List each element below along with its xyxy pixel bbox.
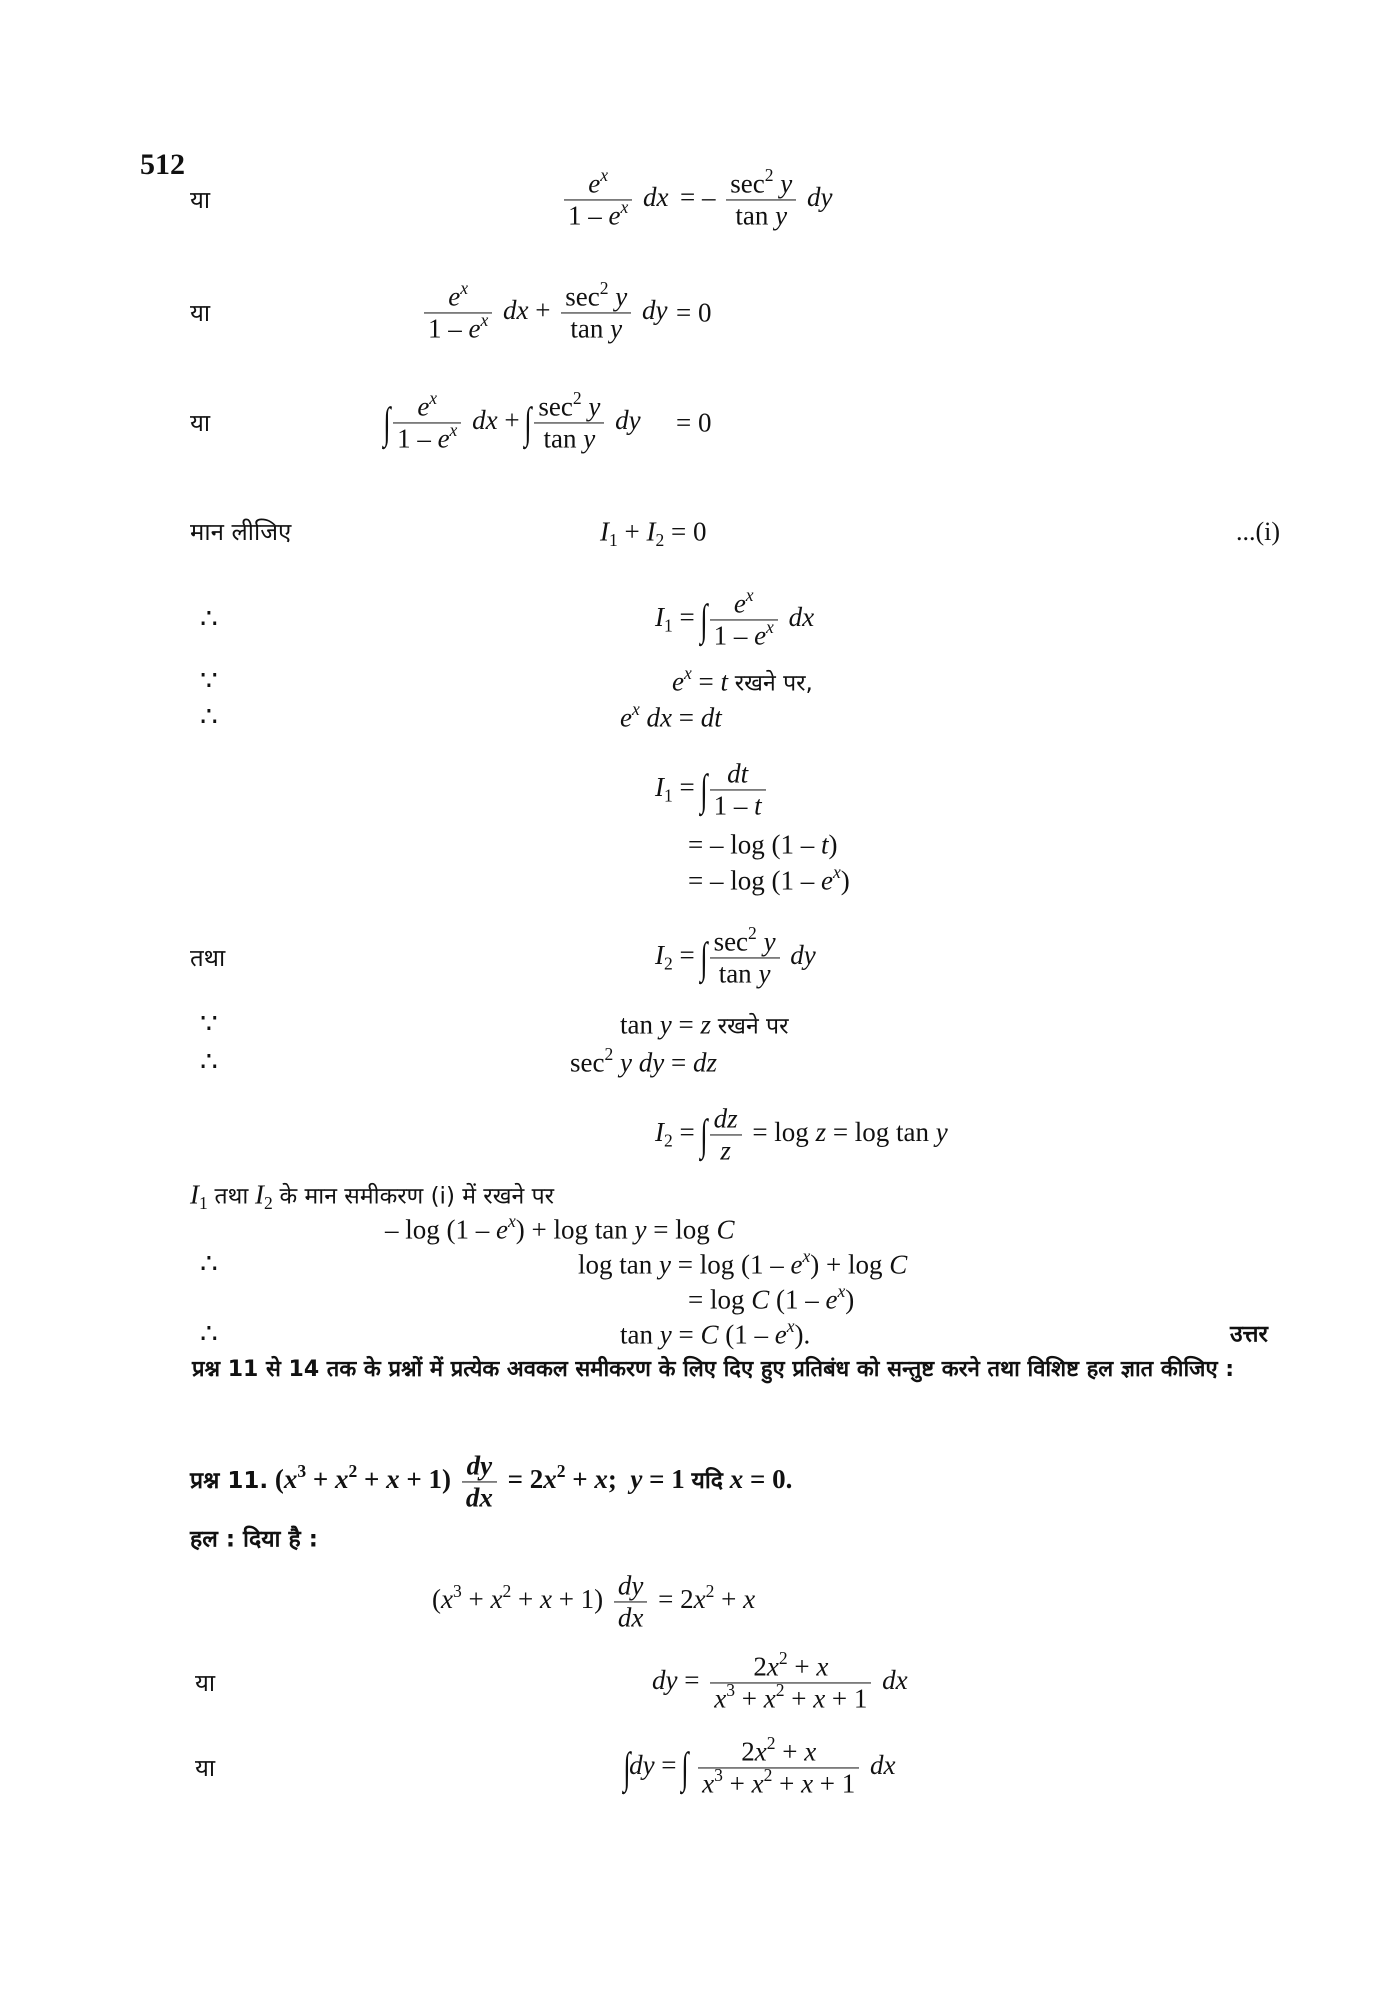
math-expression: $I_2$ = ∫ $\frac{\sec^2 y}{\text{tan y}}$ dy (655, 923, 816, 989)
math-expression: $\frac{e^x}{1 - e^x}$ dx + $\frac{\sec^2 y}{\text{tan y}}$ dy (420, 281, 667, 344)
math-expression: $I_2$ = ∫ $\frac{dz}{z}$ = log z = log tan y (655, 1103, 948, 1166)
math-expression: $e^x = t$ रखने पर, (672, 663, 813, 697)
label-ya: या (195, 1669, 216, 1697)
equation-line-10 (0, 851, 1400, 911)
math-expression: = – $\frac{\sec^2 y}{\text{tan y}}$ dy (680, 165, 833, 231)
math-expression: $I_1$ तथा $I_2$ के मान समीकरण (i) में रखने पर (190, 1179, 555, 1213)
math-expression: $I_1$ = ∫ $\frac{dt}{1 - t}$ (655, 758, 770, 821)
question-11 (0, 1452, 1400, 1512)
math-expression: $I_1$ = ∫ $\frac{e^x}{1 - e^x}$ dx (655, 585, 815, 651)
math-expression: ∫dy = ∫ $\frac{2x^2 + x}{x^3 + x^2 + x + 1}$ dx (623, 1733, 896, 1799)
solution-label: हल : दिया है : (190, 1526, 318, 1553)
instruction-paragraph: प्रश्न 11 से 14 तक के प्रश्नों में प्रत्येक अवकल समीकरण के लिए दिए हुए प्रतिबंध को सन्तुष्ट करने तथा विशिष्ट हल ज्ञात कीजिए : (192, 1357, 1235, 1382)
equation-line-13 (0, 1033, 1400, 1093)
equation-line-2 (0, 278, 1400, 344)
math-expression: = log C $(1 - e^x)$ (688, 1281, 855, 1315)
math-expression: ∫ $\frac{e^x}{1 - e^x}$ dx + ∫ $\frac{\sec^2 y}{\text{tan y}}$ dy (383, 388, 641, 454)
page-number: 512 (140, 148, 185, 181)
therefore-symbol: ∴ (200, 604, 218, 635)
because-symbol: ∵ (200, 1009, 218, 1040)
math-expression: $I_1 + I_2 = 0$ (600, 516, 707, 550)
therefore-symbol: ∴ (200, 1319, 218, 1350)
equation-line-7 (0, 688, 1400, 748)
label-ya: या (190, 409, 211, 437)
math-expression: = 0 (676, 407, 712, 438)
math-expression: $\frac{e^x}{1 - e^x}$ dx (560, 168, 669, 231)
math-expression: dy = $\frac{2x^2 + x}{x^3 + x^2 + x + 1}$ dx (652, 1648, 908, 1714)
solution-line-1 (0, 1572, 1400, 1632)
question-text: प्रश्न 11. $(x^3 + x^2 + x + 1)$ $\frac{dy}{dx}$ = $2x^2 + x$; y = 1 यदि x = 0. (190, 1450, 793, 1513)
label-maan-lijiye: मान लीजिए (190, 518, 292, 546)
equation-line-4 (0, 502, 1400, 562)
math-expression: $\log \tan y = \log (1 - e^x) + \log C$ (578, 1246, 908, 1280)
equation-line-11 (0, 923, 1400, 989)
equation-tag: ...(i) (1236, 517, 1281, 546)
math-expression: $e^x$ dx = dt (620, 699, 722, 733)
math-expression: = – log (1 – t) (688, 829, 838, 860)
math-expression: tan y = C $(1 - e^x)$. (620, 1316, 811, 1350)
math-expression: $\sec^2 y$ dy = dz (570, 1044, 717, 1078)
solution-intro (0, 1510, 1400, 1570)
equation-line-3 (0, 388, 1400, 454)
math-expression: = – $\log (1 - e^x)$ (688, 862, 850, 896)
therefore-symbol: ∴ (200, 702, 218, 733)
label-ya: या (190, 299, 211, 327)
equation-line-5 (0, 585, 1400, 651)
label-ya: या (190, 186, 211, 214)
equation-line-1 (0, 165, 1400, 231)
math-expression: $(x^3 + x^2 + x + 1)$ $\frac{dy}{dx}$ = $2x^2 + x$ (432, 1570, 756, 1633)
answer-label: उत्तर (1230, 1321, 1268, 1348)
math-expression: – $\log (1 - e^x) + \log \tan y = \log C$ (385, 1211, 735, 1245)
because-symbol: ∵ (200, 666, 218, 697)
solution-line-2 (0, 1648, 1400, 1714)
label-tatha: तथा (190, 944, 226, 972)
math-expression: = 0 (676, 297, 712, 328)
solution-line-3 (0, 1733, 1400, 1799)
therefore-symbol: ∴ (200, 1047, 218, 1078)
equation-line-14 (0, 1105, 1400, 1165)
equation-line-8 (0, 760, 1400, 820)
label-ya: या (195, 1754, 216, 1782)
math-expression: tan y = z रखने पर (620, 1009, 789, 1040)
therefore-symbol: ∴ (200, 1249, 218, 1280)
